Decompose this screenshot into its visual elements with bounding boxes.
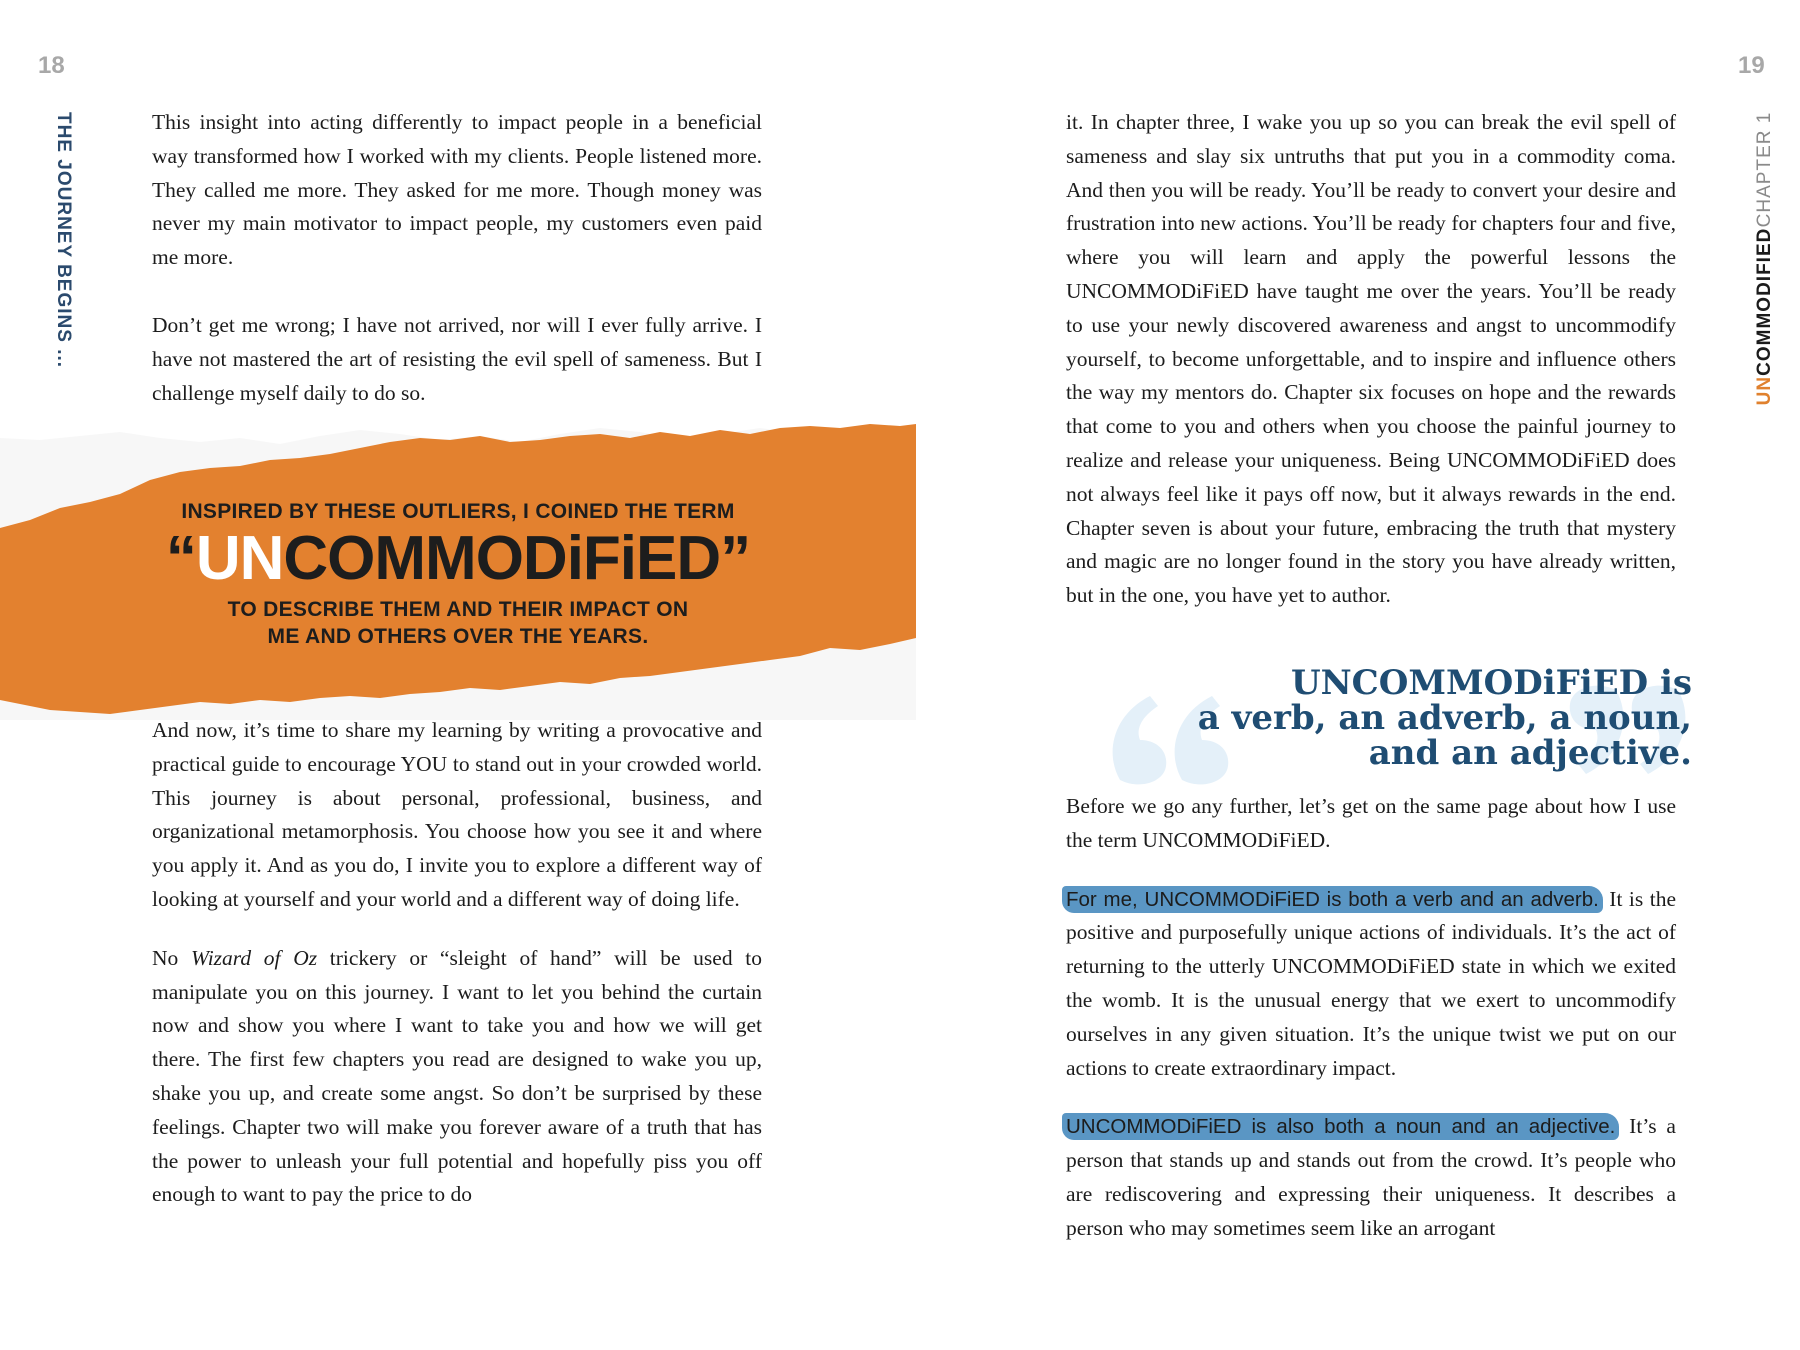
torn-paper-banner (0, 420, 916, 720)
pull-quote-line-2: a verb, an adverb, a noun, (1197, 698, 1692, 738)
highlight-noun-adjective: UNCOMMODiFiED is also both a noun and an adjective. (1062, 1113, 1619, 1140)
left-page-upper-text (152, 106, 762, 410)
running-head-chapter: CHAPTER 1 (1754, 112, 1775, 228)
banner-text (0, 500, 916, 650)
wizard-of-oz-title: Wizard of Oz (190, 945, 318, 970)
pull-quote (1110, 660, 1692, 800)
right-paragraph-2: Before we go any further, let’s get on the same page about how I use the term UNCOMMODiFiED. (1066, 794, 1676, 852)
close-quote: ” (720, 524, 751, 593)
right-running-head (1754, 112, 1776, 405)
right-page-lower-text (1066, 790, 1676, 1246)
running-head-un: UN (1754, 375, 1775, 406)
left-paragraph-3: And now, it’s time to share my learning by writing a provocative and practical guide to encourage YOU to stand out in your crowded world. This journey is about personal, professional, business, and organizational metamorphosis. You choose how you see it and where you apply it. And as you do, I invite you to explore a different way of looking at yourself and your world and a different way of doing life. (152, 718, 762, 911)
term-un: UN (195, 524, 284, 593)
left-paragraph-1: This insight into acting differently to impact people in a beneficial way transformed how I worked with my clients. People listened more. They called me more. They asked for me more. Though money was never my main motivator to impact people, my customers even paid me more. (152, 110, 762, 270)
pull-quote-line-1: UNCOMMODiFiED is (1290, 663, 1692, 703)
right-paragraph-3: For me, UNCOMMODiFiED is both a verb and an adverb. It is the positive and purposefully unique actions of individuals. It’s the act of returning to the utterly UNCOMMODiFiED state in which we exited the womb. It is the unusual energy that we exert to uncommodify ourselves in any given situation. It’s the unique twist we put on our actions to create extraordinary impact. (1066, 883, 1676, 1086)
right-paragraph-4: UNCOMMODiFiED is also both a noun and an adjective. It’s a person that stands up and stands out from the crowd. It’s people who are rediscovering and expressing their uniqueness. It describes a person who may sometimes seem like an arrogant (1066, 1110, 1676, 1245)
pull-quote-text (1197, 663, 1692, 773)
pull-quote-line-3: and an adjective. (1368, 733, 1692, 773)
left-paragraph-4: No Wizard of Oz trickery or “sleight of hand” will be used to manipulate you on this journey. I want to let you behind the curtain now and show you where I want to take you and how we will get there. The first few chapters you read are designed to wake you up, shake you up, and create some angst. So don’t be surprised by these feelings. Chapter two will make you forever aware of a truth that has the power to unleash your full potential and hopefully piss you off enough to want to pay the price to do (152, 945, 762, 1207)
term-commodified: COMMODiFiED (283, 524, 721, 593)
left-running-head: THE JOURNEY BEGINS ... (53, 112, 74, 369)
left-page-number: 18 (38, 52, 65, 79)
open-quote: “ (165, 524, 196, 593)
banner-coined-term (0, 526, 916, 592)
running-head-commodified: COMMODIFIED (1754, 227, 1775, 376)
right-page-number: 19 (1738, 52, 1765, 79)
banner-bottom-line-2: ME AND OTHERS OVER THE YEARS. (267, 625, 649, 648)
left-page-lower-text (152, 714, 762, 1212)
right-paragraph-1: it. In chapter three, I wake you up so you can break the evil spell of sameness and slay six untruths that put you in a commodity coma. And then you will be ready. You’ll be ready to convert your desire and frustration into new actions. You’ll be ready for chapters four and five, where you will learn and apply the powerful lessons the UNCOMMODiFiED have taught me over the years. You’ll be ready to use your newly discovered awareness and angst to uncommodify yourself, to become unforgettable, and to inspire and influence others the way my mentors do. Chapter six focuses on hope and the rewards that come to you and others when you choose the painful journey to realize and release your uniqueness. Being UNCOMMODiFiED does not always feel like it pays off now, but it always rewards in the end. Chapter seven is about your future, embracing the truth that mystery and magic are no longer found in the story you have already written, but in the one, you have yet to author. (1066, 110, 1676, 608)
highlight-verb-adverb: For me, UNCOMMODiFiED is both a verb and an adverb. (1062, 886, 1603, 913)
banner-top-line: INSPIRED BY THESE OUTLIERS, I COINED THE TERM (181, 500, 735, 523)
right-page-upper-text (1066, 106, 1676, 613)
left-paragraph-2: Don’t get me wrong; I have not arrived, nor will I ever fully arrive. I have not mastered the art of resisting the evil spell of sameness. But I challenge myself daily to do so. (152, 312, 762, 405)
banner-bottom-line-1: TO DESCRIBE THEM AND THEIR IMPACT ON (227, 598, 689, 621)
